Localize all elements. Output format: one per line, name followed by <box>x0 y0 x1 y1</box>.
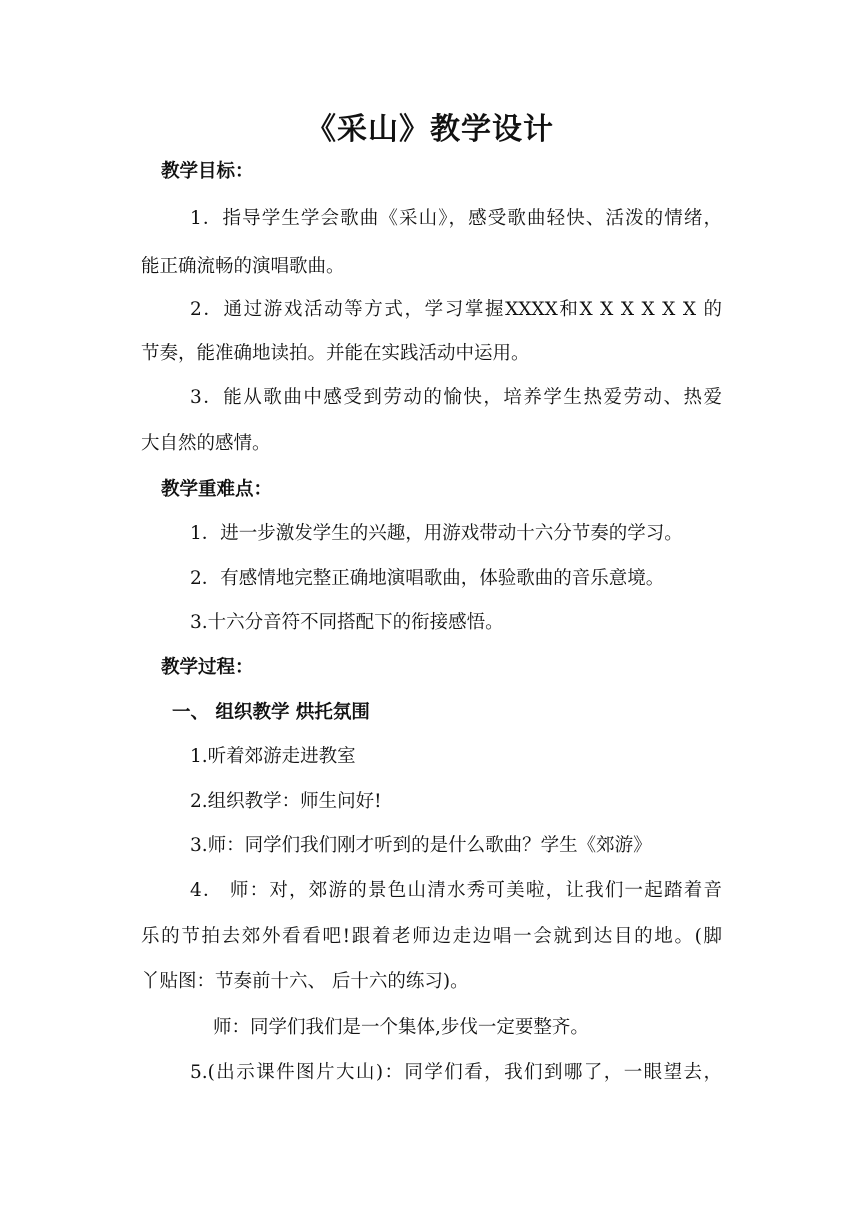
goal-2-line-1: 2．通过游戏活动等方式，学习掌握XXXX和X X X X X X 的 <box>190 299 722 320</box>
process-item-4-line-4: 师：同学们我们是一个集体,步伐一定要整齐。 <box>213 1017 589 1038</box>
process-item-2: 2.组织教学：师生问好! <box>190 791 382 812</box>
goal-3-line-1: 3．能从歌曲中感受到劳动的愉快，培养学生热爱劳动、热爱 <box>190 387 722 408</box>
key-point-3: 3.十六分音符不同搭配下的衔接感悟。 <box>190 612 504 633</box>
step-1-heading: 一、 组织教学 烘托氛围 <box>172 702 370 723</box>
process-item-4-line-3: 丫贴图：节奏前十六、 后十六的练习)。 <box>141 971 469 992</box>
process-item-1: 1.听着郊游走进教室 <box>190 746 356 767</box>
goals-heading: 教学目标： <box>161 161 254 182</box>
process-item-5-line-1: 5.(出示课件图片大山)：同学们看，我们到哪了，一眼望去， <box>190 1062 722 1083</box>
key-points-heading: 教学重难点： <box>161 479 273 500</box>
goal-1-line-2: 能正确流畅的演唱歌曲。 <box>141 256 345 277</box>
goal-2-line-2: 节奏，能准确地读拍。并能在实践活动中运用。 <box>141 343 530 364</box>
key-point-1: 1．进一步激发学生的兴趣，用游戏带动十六分节奏的学习。 <box>190 523 683 544</box>
process-heading: 教学过程： <box>161 657 254 678</box>
process-item-4-line-2: 乐的节拍去郊外看看吧!跟着老师边走边唱一会就到达目的地。(脚 <box>141 926 722 947</box>
process-item-3: 3.师：同学们我们刚才听到的是什么歌曲？学生《郊游》 <box>190 835 652 856</box>
process-item-4-line-1: 4． 师：对，郊游的景色山清水秀可美啦，让我们一起踏着音 <box>190 880 722 901</box>
goal-3-line-2: 大自然的感情。 <box>141 433 271 454</box>
key-point-2: 2．有感情地完整正确地演唱歌曲，体验歌曲的音乐意境。 <box>190 568 665 589</box>
goal-1-line-1: 1．指导学生学会歌曲《采山》，感受歌曲轻快、活泼的情绪， <box>190 208 722 229</box>
document-title: 《采山》教学设计 <box>306 112 554 147</box>
